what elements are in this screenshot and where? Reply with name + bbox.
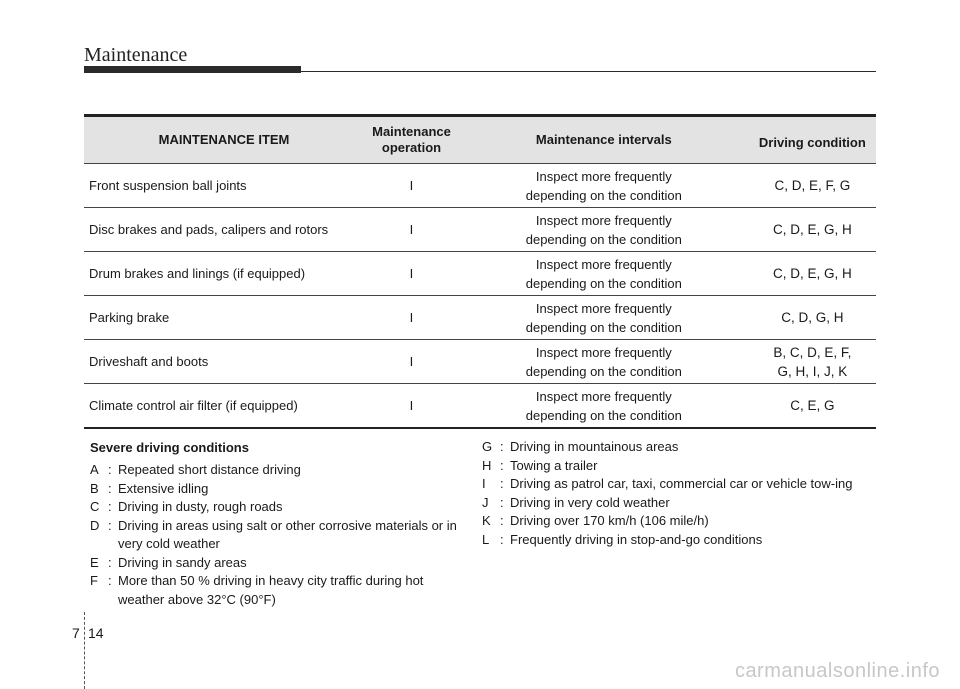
condition-text: Driving over 170 km/h (106 mile/h) [510, 513, 709, 528]
maintenance-item-cell [84, 340, 364, 384]
driving-condition-cell [749, 208, 876, 252]
condition-text: Driving in areas using salt or other corrosive materials or in very cold weather [118, 517, 457, 551]
severe-conditions-left [90, 438, 470, 609]
page-header-title: Maintenance [84, 44, 188, 66]
condition-item [482, 457, 877, 476]
condition-item [90, 498, 470, 517]
driving-condition-cell [749, 164, 876, 208]
maintenance-operation-cell [364, 164, 459, 208]
severe-conditions-right [482, 438, 877, 549]
interval-line1: Inspect more frequently [535, 256, 672, 272]
condition-colon: : [108, 480, 112, 496]
condition-line1: B, C, D, E, F, [773, 344, 852, 360]
condition-text: Extensive idling [118, 480, 209, 496]
condition-item [90, 480, 470, 499]
interval-line2: depending on the condition [525, 275, 682, 291]
condition-colon: : [500, 531, 504, 547]
condition-text: More than 50 % driving in heavy city traffic during hot weather above 32°C (90°F) [118, 573, 424, 607]
table-row [84, 252, 876, 296]
interval-line2: depending on the condition [525, 319, 682, 335]
maintenance-interval-cell [459, 208, 749, 252]
condition-item [482, 512, 877, 531]
maintenance-operation-cell [364, 384, 459, 429]
maintenance-interval-cell [459, 384, 749, 429]
maintenance-item-text: Drum brakes and linings (if equipped) [89, 266, 306, 281]
interval-line1: Inspect more frequently [535, 168, 672, 184]
condition-colon: : [108, 499, 112, 514]
interval-line1: Inspect more frequently [535, 344, 672, 360]
interval-line2: depending on the condition [525, 231, 682, 247]
condition-item [482, 475, 877, 494]
watermark-text: carmanualsonline.info [734, 660, 940, 682]
condition-colon: : [108, 462, 112, 477]
condition-item [90, 572, 470, 609]
condition-line1: C, D, G, H [781, 310, 844, 325]
footer-dashed-line [84, 612, 86, 689]
maintenance-operation-cell [364, 296, 459, 340]
condition-line1: C, D, E, G, H [772, 266, 852, 281]
condition-letter: H [482, 457, 492, 473]
header-accent-bar [84, 66, 301, 73]
interval-line1: Inspect more frequently [535, 212, 672, 228]
condition-colon: : [500, 457, 504, 473]
condition-text: Towing a trailer [510, 457, 598, 473]
header-maintenance-operation [364, 116, 459, 164]
table-row [84, 208, 876, 252]
interval-line2: depending on the condition [525, 407, 682, 423]
maintenance-operation-text: I [409, 354, 414, 369]
table-header-row [84, 116, 876, 164]
condition-colon: : [500, 494, 504, 510]
maintenance-item-text: Driveshaft and boots [89, 354, 209, 369]
condition-line1: C, D, E, F, G [774, 178, 851, 193]
header-maintenance-intervals: Maintenance intervals [459, 116, 749, 164]
condition-letter: E [90, 554, 99, 570]
maintenance-interval-cell [459, 164, 749, 208]
condition-text: Driving in mountainous areas [510, 439, 679, 454]
maintenance-operation-text: I [409, 178, 414, 193]
condition-letter: F [90, 573, 98, 588]
condition-letter: G [482, 439, 493, 454]
driving-condition-cell [749, 252, 876, 296]
condition-text: Frequently driving in stop-and-go conditions [510, 531, 763, 547]
condition-colon: : [108, 573, 112, 588]
condition-letter: C [90, 499, 100, 514]
condition-text: Driving in sandy areas [118, 554, 247, 570]
table-body [84, 164, 876, 429]
maintenance-operation-text: I [409, 222, 414, 237]
interval-line1: Inspect more frequently [535, 388, 672, 404]
condition-text: Driving in very cold weather [510, 494, 670, 510]
maintenance-item-cell [84, 296, 364, 340]
condition-item [90, 461, 470, 480]
header-driving-condition: Driving condition [749, 116, 876, 164]
header-rule [301, 71, 876, 72]
interval-line2: depending on the condition [525, 363, 682, 379]
condition-item [90, 517, 470, 554]
condition-item [90, 554, 470, 573]
maintenance-item-cell [84, 164, 364, 208]
maintenance-item-cell [84, 384, 364, 429]
maintenance-item-text: Front suspension ball joints [89, 178, 247, 193]
table-row [84, 164, 876, 208]
condition-colon: : [108, 554, 112, 570]
condition-line2: G, H, I, J, K [777, 363, 848, 379]
driving-condition-cell [749, 296, 876, 340]
condition-line1: C, E, G [790, 398, 835, 413]
condition-colon: : [500, 513, 504, 528]
maintenance-operation-text: I [409, 310, 414, 325]
condition-letter: L [482, 531, 490, 547]
maintenance-item-text: Climate control air filter (if equipped) [89, 398, 298, 413]
condition-line1: C, D, E, G, H [772, 222, 852, 237]
condition-colon: : [108, 517, 112, 533]
maintenance-item-cell [84, 208, 364, 252]
maintenance-item-text: Parking brake [89, 310, 170, 325]
condition-item [482, 531, 877, 550]
header-operation-line2: operation [381, 140, 442, 155]
page-number: 14 [88, 625, 104, 641]
condition-colon: : [500, 476, 504, 491]
condition-colon: : [500, 439, 504, 454]
condition-text: Driving as patrol car, taxi, commercial car or vehicle tow-ing [510, 476, 853, 491]
maintenance-item-text: Disc brakes and pads, calipers and rotors [89, 222, 329, 237]
condition-letter: J [482, 494, 489, 510]
driving-condition-cell [749, 384, 876, 429]
table-row [84, 340, 876, 384]
maintenance-interval-cell [459, 296, 749, 340]
maintenance-interval-cell [459, 252, 749, 296]
maintenance-operation-cell [364, 208, 459, 252]
maintenance-interval-cell [459, 340, 749, 384]
table-row [84, 384, 876, 429]
maintenance-item-cell [84, 252, 364, 296]
table-row [84, 296, 876, 340]
condition-item [482, 494, 877, 513]
interval-line1: Inspect more frequently [535, 300, 672, 316]
condition-letter: B [90, 480, 99, 496]
maintenance-operation-text: I [409, 398, 414, 413]
condition-letter: K [482, 513, 491, 528]
header-operation-line1: Maintenance [372, 124, 451, 139]
maintenance-operation-cell [364, 340, 459, 384]
maintenance-operation-cell [364, 252, 459, 296]
condition-text: Repeated short distance driving [118, 462, 301, 477]
conditions-list-left [90, 461, 470, 609]
maintenance-table [84, 114, 876, 429]
condition-letter: A [90, 462, 99, 477]
severe-conditions-title: Severe driving conditions [90, 440, 249, 455]
maintenance-operation-text: I [409, 266, 414, 281]
driving-condition-cell [749, 340, 876, 384]
condition-letter: I [482, 476, 486, 491]
page-chapter-number: 7 [72, 625, 80, 641]
header-maintenance-item: MAINTENANCE ITEM [84, 116, 364, 164]
condition-letter: D [90, 517, 100, 533]
condition-item [482, 438, 877, 457]
interval-line2: depending on the condition [525, 187, 682, 203]
conditions-list-right [482, 438, 877, 549]
condition-text: Driving in dusty, rough roads [118, 499, 283, 514]
